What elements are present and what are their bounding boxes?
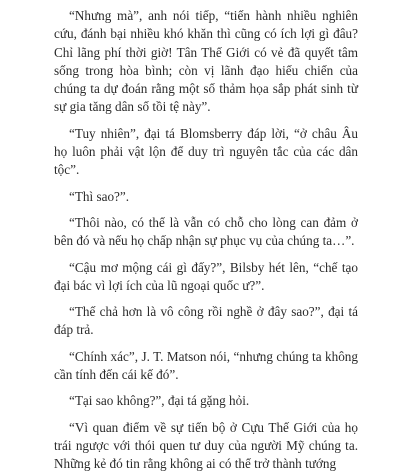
body-text — [54, 7, 358, 474]
paragraph: “Thì sao?”. — [69, 188, 130, 204]
paragraph: “Cậu mơ mộng cái gì đấy?”, Bilsby hét lên, “chế tạo đại bác vì lợi ích của lũ ngoại quốc ư?”. — [54, 259, 358, 293]
paragraph: “Thế chả hơn là vô công rồi nghề ở đây sao?”, đại tá đáp trả. — [54, 304, 358, 338]
paragraph: “Chính xác”, J. T. Matson nói, “nhưng chúng ta không cần tính đến cái kế đó”. — [54, 348, 358, 383]
paragraph: “Thôi nào, có thể là vẫn có chỗ cho lòng can đảm ở bên đó và nếu họ chấp nhận sự phục vụ của chúng ta…”. — [54, 214, 358, 249]
paragraph: “Tuy nhiên”, đại tá Blomsberry đáp lời, “ở châu Âu họ luôn phải vật lộn để duy trì nguyên tắc của các dân tộc”. — [54, 125, 358, 178]
paragraph: “Tại sao không?”, đại tá gặng hỏi. — [69, 393, 250, 409]
paragraph: “Vì quan điểm về sự tiến bộ ở Cựu Thế Giới của họ trái ngược với thói quen tư duy của người Mỹ chúng ta. Những kẻ đó tin rằng không ai có thể trở thành tướng — [54, 419, 358, 472]
paragraph: “Nhưng mà”, anh nói tiếp, “tiến hành nhiều nghiên cứu, đánh bại nhiều khó khăn thì cũng có ích lợi gì đâu? Chỉ lãng phí thời giờ! Tân Thế Giới có vẻ đã quyết tâm sống trong hòa bình; còn vị lãnh đạo hiếu chiến của chúng ta dự đoán rằng một số thảm họa sắp phát sinh từ sự gia tăng dân số tồi tệ này”. — [54, 8, 358, 115]
